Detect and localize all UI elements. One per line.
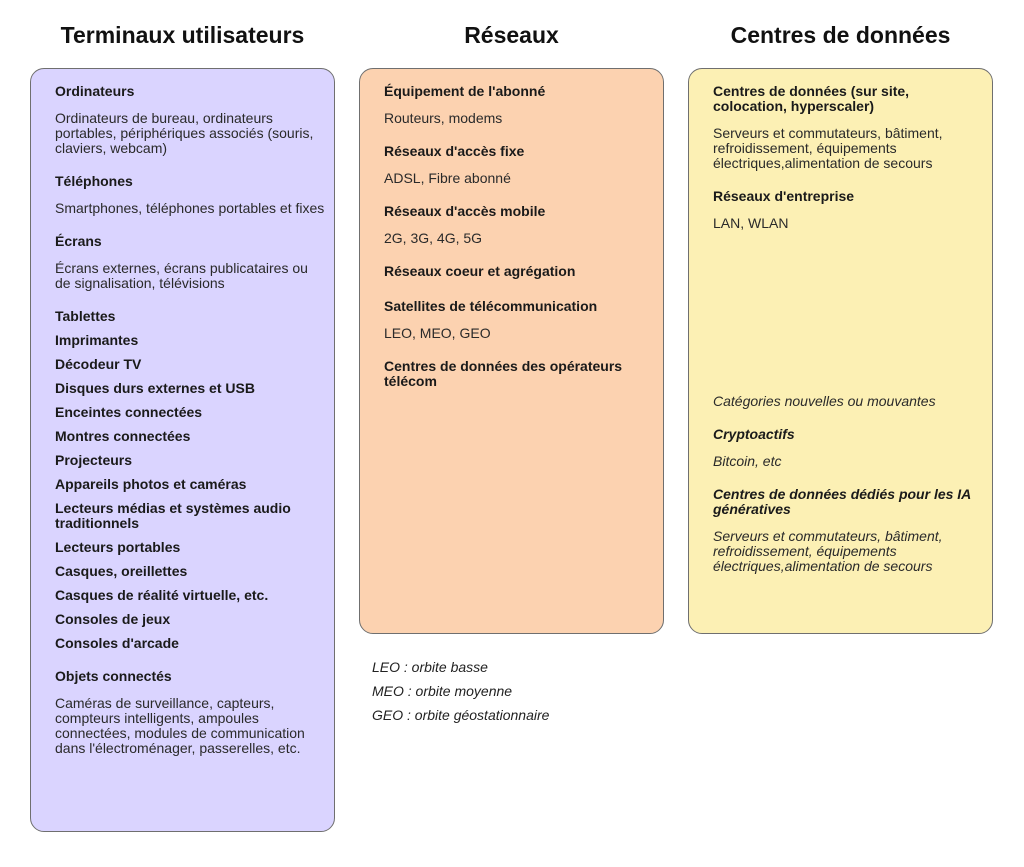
- item-heading: Réseaux d'accès mobile: [384, 203, 546, 219]
- item-heading: Imprimantes: [55, 332, 139, 348]
- item-desc: Ordinateurs de bureau, ordinateurs portables, périphériques associés (souris, claviers, webcam): [55, 110, 314, 156]
- item-desc: LEO, MEO, GEO: [384, 325, 491, 341]
- item-heading: Consoles d'arcade: [55, 635, 179, 651]
- item-desc: Serveurs et commutateurs, bâtiment, refroidissement, équipements électriques,alimentation de secours: [713, 125, 943, 171]
- item-heading: Satellites de télécommunication: [384, 298, 598, 314]
- item-heading: Tablettes: [55, 308, 116, 324]
- item-desc: 2G, 3G, 4G, 5G: [384, 230, 483, 246]
- item-heading: Lecteurs médias et systèmes audio traditionnels: [55, 500, 291, 531]
- item-heading: Centres de données des opérateurs télécom: [384, 358, 623, 389]
- item-desc: LAN, WLAN: [713, 215, 789, 231]
- item-heading: Écrans: [55, 233, 102, 249]
- item-desc: ADSL, Fibre abonné: [384, 170, 511, 186]
- item-heading: Lecteurs portables: [55, 539, 181, 555]
- item-heading: Projecteurs: [55, 452, 133, 468]
- emerging-section: [713, 394, 973, 574]
- terminals-title: Terminaux utilisateurs: [60, 22, 305, 48]
- datacenters-title: Centres de données: [730, 22, 951, 48]
- emerging-label: Catégories nouvelles ou mouvantes: [713, 393, 936, 409]
- item-heading: Réseaux coeur et agrégation: [384, 263, 576, 279]
- item-desc: Bitcoin, etc: [713, 453, 782, 469]
- item-heading: Cryptoactifs: [713, 426, 795, 442]
- item-heading: Montres connectées: [55, 428, 191, 444]
- networks-title: Réseaux: [464, 22, 559, 48]
- note-meo: MEO : orbite moyenne: [372, 683, 513, 699]
- item-heading: Consoles de jeux: [55, 611, 171, 627]
- item-desc: Caméras de surveillance, capteurs, compteurs intelligents, ampoules connectées, modules de communication dans l'électroménager, passerelles, etc.: [55, 695, 305, 756]
- item-heading: Ordinateurs: [55, 83, 135, 99]
- item-heading: Objets connectés: [55, 668, 172, 684]
- item-heading: Réseaux d'accès fixe: [384, 143, 525, 159]
- item-heading: Casques, oreillettes: [55, 563, 188, 579]
- item-heading: Disques durs externes et USB: [55, 380, 255, 396]
- note-leo: LEO : orbite basse: [372, 659, 488, 675]
- item-heading: Casques de réalité virtuelle, etc.: [55, 587, 269, 603]
- item-desc: Smartphones, téléphones portables et fixes: [55, 200, 325, 216]
- datacenters-box: [688, 68, 993, 634]
- note-geo: GEO : orbite géostationnaire: [372, 707, 550, 723]
- item-heading: Appareils photos et caméras: [55, 476, 247, 492]
- terminals-box: [30, 68, 335, 832]
- item-heading: Enceintes connectées: [55, 404, 203, 420]
- item-heading: Décodeur TV: [55, 356, 142, 372]
- item-heading: Réseaux d'entreprise: [713, 188, 855, 204]
- orbit-notes: [372, 660, 549, 732]
- item-desc: Serveurs et commutateurs, bâtiment, refroidissement, équipements électriques,alimentation de secours: [713, 528, 943, 574]
- item-desc: Routeurs, modems: [384, 110, 503, 126]
- item-heading: Centres de données dédiés pour les IA génératives: [713, 486, 971, 517]
- item-desc: Écrans externes, écrans publicataires ou de signalisation, télévisions: [55, 260, 308, 291]
- networks-box: [359, 68, 664, 634]
- item-heading: Téléphones: [55, 173, 133, 189]
- item-heading: Centres de données (sur site, colocation, hyperscaler): [713, 83, 910, 114]
- item-heading: Équipement de l'abonné: [384, 83, 546, 99]
